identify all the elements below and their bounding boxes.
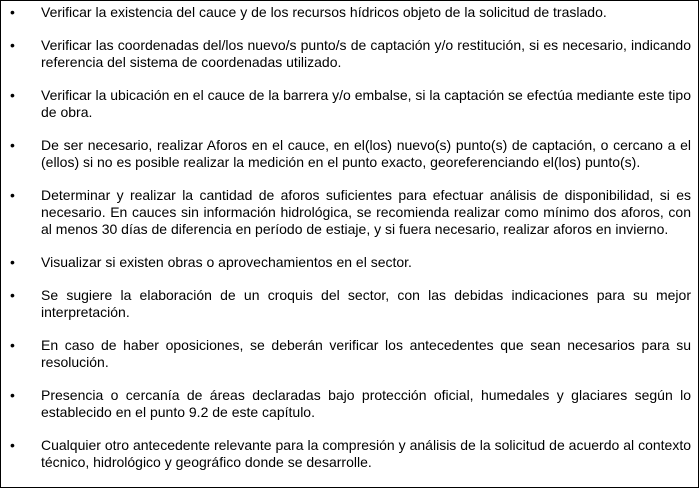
bullet-icon: • bbox=[10, 4, 15, 20]
bullet-icon: • bbox=[10, 287, 15, 303]
bullet-icon: • bbox=[10, 337, 15, 353]
bullet-icon: • bbox=[10, 187, 15, 203]
list-item bbox=[1, 137, 700, 171]
list-item-text: De ser necesario, realizar Aforos en el cauce, en el(los) nuevo(s) punto(s) de captación, o cercano a el (ellos) si no es posible realizar la medición en el punto exacto, georeferenciando el(los) punto(s). bbox=[41, 137, 691, 170]
list-item bbox=[1, 187, 700, 238]
bullet-icon: • bbox=[10, 87, 15, 103]
list-item-text: Verificar la existencia del cauce y de los recursos hídricos objeto de la solicitud de traslado. bbox=[41, 4, 607, 20]
list-item-text: En caso de haber oposiciones, se deberán verificar los antecedentes que sean necesarios para su resolución. bbox=[41, 337, 691, 370]
list-item bbox=[1, 437, 700, 471]
list-item bbox=[1, 254, 700, 271]
list-item-text: Visualizar si existen obras o aprovechamientos en el sector. bbox=[41, 254, 412, 270]
list-item bbox=[1, 4, 700, 21]
bullet-icon: • bbox=[10, 437, 15, 453]
list-item bbox=[1, 337, 700, 371]
bullet-list bbox=[1, 4, 700, 487]
bullet-icon: • bbox=[10, 254, 15, 270]
list-item bbox=[1, 87, 700, 121]
list-item-text: Verificar la ubicación en el cauce de la barrera y/o embalse, si la captación se efectúa mediante este tipo de obra. bbox=[41, 87, 691, 120]
list-item bbox=[1, 287, 700, 321]
list-item-text: Verificar las coordenadas del/los nuevo/s punto/s de captación y/o restitución, si es necesario, indicando referencia del sistema de coordenadas utilizado. bbox=[41, 37, 691, 70]
list-item bbox=[1, 37, 700, 71]
list-item bbox=[1, 387, 700, 421]
list-item-text: Presencia o cercanía de áreas declaradas bajo protección oficial, humedales y glaciares según lo establecido en el punto 9.2 de este capítulo. bbox=[41, 387, 691, 420]
list-item-text: Se sugiere la elaboración de un croquis del sector, con las debidas indicaciones para su mejor interpretación. bbox=[41, 287, 691, 320]
list-item-text: Determinar y realizar la cantidad de aforos suficientes para efectuar análisis de disponibilidad, si es necesario. En cauces sin información hidrológica, se recomienda realizar como mínimo dos aforos, con al menos 30 días de diferencia en período de estiaje, y si fuera necesario, realizar aforos en invierno. bbox=[41, 187, 691, 237]
bullet-icon: • bbox=[10, 137, 15, 153]
bullet-icon: • bbox=[10, 37, 15, 53]
list-item-text: Cualquier otro antecedente relevante para la compresión y análisis de la solicitud de acuerdo al contexto técnico, hidrológico y geográfico donde se desarrolle. bbox=[41, 437, 691, 470]
bullet-icon: • bbox=[10, 387, 15, 403]
